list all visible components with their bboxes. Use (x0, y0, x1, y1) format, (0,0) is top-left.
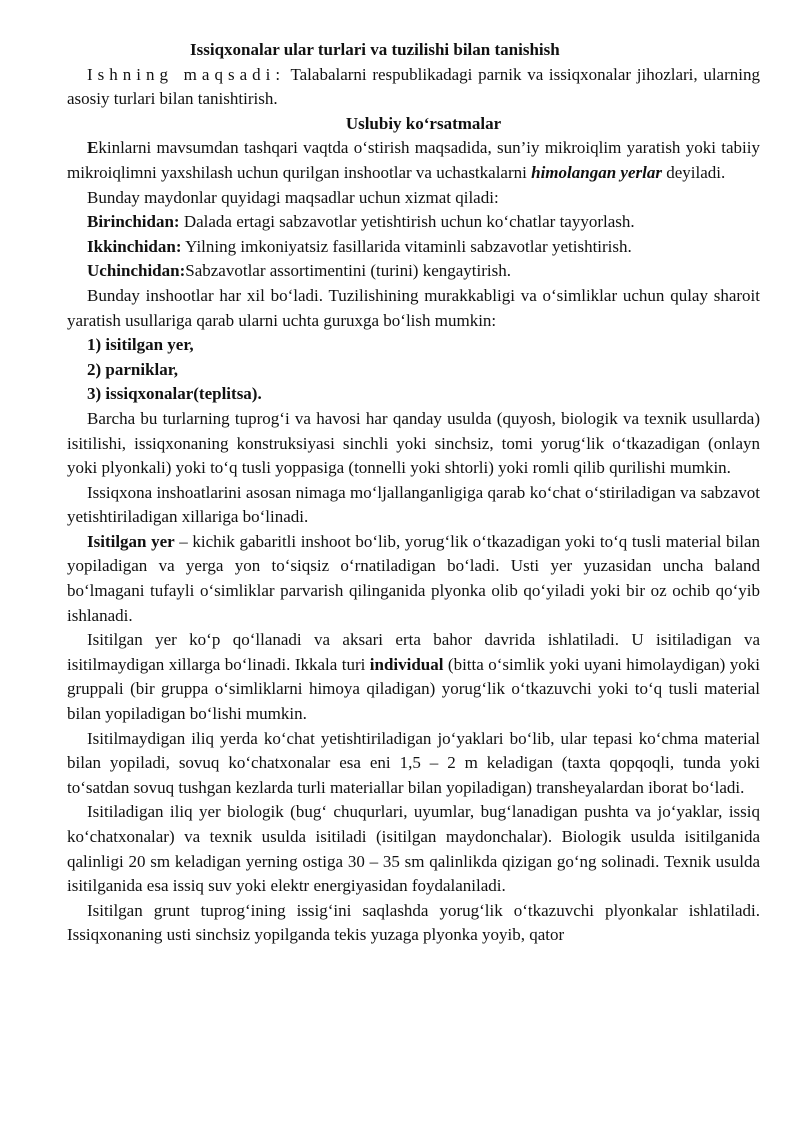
group-item-2: 2) parniklar, (87, 359, 179, 379)
film-paragraph: Isitilgan grunt tuprogʻining issigʻini saqlashda yorugʻlik oʻtkazuvchi plyonkalar ishlatiladi. Issiqxonaning usti sinchsiz yopilganda tekis yuzaga plyonka yoyib, qator (67, 900, 760, 945)
unheated-paragraph: Isitilmaydigan iliq yerda koʻchat yetishtiriladigan joʻyaklari boʻlib, ular tepasi koʻchma material bilan yopiladi, sovuq koʻchatxonalar esa eni 1,5 – 2 m keladigan (taxta qopqoqli, tunda yoki toʻsatdan sovuq tushgan kezlarda turli materiallar bilan yopiladigan) transheyalardan iborat boʻladi. (67, 728, 760, 797)
usage-text-b: (bitta oʻsimlik yoki uyani himolaydigan) yoki gruppali (bir gruppa oʻsimliklarni himoya qiladigan) yorugʻlik oʻtkazuvchi yoki toʻq tusli material bilan yopiladigan boʻlishi mumkin. (67, 654, 760, 724)
heated-ground-text: – kichik gabaritli inshoot boʻlib, yorugʻlik oʻtkazadigan yoki toʻq tusli material bilan yopiladigan va yerga yon toʻsiqsiz oʻrnatiladigan boʻladi. Usti yer yuzasidan uncha baland boʻlmagani tufayli oʻsimliklar parvarish qilinganida plyonka olib qoʻyiladi yoki bir oz ochib qoʻyib ishlanadi. (67, 531, 761, 625)
purpose-item-2 (67, 235, 760, 260)
purpose-item-text: Yilning imkoniyatsiz fasillarida vitaminli sabzavotlar yetishtirish. (181, 236, 632, 256)
document-title: Issiqxonalar ular turlari va tuzilishi bilan tanishish (190, 40, 560, 59)
purpose-item-label: Birinchidan: (87, 212, 180, 232)
purpose-item-label: Uchinchidan: (87, 261, 186, 281)
purpose-paragraph (67, 63, 760, 112)
purpose-item-label: Ikkinchidan: (87, 236, 182, 256)
groups-intro: Bunday inshootlar har xil boʻladi. Tuzilishining murakkabligi va oʻsimliklar uchun qulay sharoit yaratish usullariga qarab ularni uchta guruxga boʻlish mumkin: (67, 285, 760, 330)
intro-text-b: deyiladi. (661, 162, 726, 182)
purpose-item-1 (67, 210, 760, 235)
heated-ground-term: Isitilgan yer (87, 531, 175, 551)
heated-ground-paragraph (67, 530, 760, 628)
group-item-3: 3) issiqxonalar(teplitsa). (87, 384, 262, 404)
purpose-label: Ishning maqsadi: (87, 64, 286, 84)
purpose-item-3 (67, 259, 760, 284)
biological-paragraph: Isitiladigan iliq yer biologik (bugʻ chuqurlari, uyumlar, bugʻlanadigan pushta va joʻyaklar, issiq koʻchatxonalar) va texnik usulda isitiladi (isitilgan maydonchalar). Biologik usulda isitilganida qalinligi 20 sm keladigan yerning ostiga 30 – 35 sm qalinlikda qizigan goʻng solinadi. Texnik usulda isitilganida esa issiq suv yoki elektr energiyasidan foydalaniladi. (67, 802, 760, 896)
purpose-text: Talabalarni respublikadagi parnik va issiqxonalar jihozlari, ularning asosiy turlari bilan tanishtirish. (67, 64, 760, 109)
intro-text-a: kinlarni mavsumdan tashqari vaqtda oʻstirish maqsadida, sun’iy mikroiqlim yaratish yoki tabiiy mikroiqlimni yaxshilash uchun qurilgan inshootlar va uchastkalarni (67, 138, 760, 182)
group-item-1: 1) isitilgan yer, (87, 335, 194, 355)
usage-term: individual (369, 654, 444, 674)
intro-first-letter: E (87, 138, 99, 158)
section-subtitle: Uslubiy koʻrsatmalar (345, 113, 502, 133)
heating-paragraph: Barcha bu turlarning tuprogʻi va havosi har qanday usulda (quyosh, biologik va texnik usullarda) isitilishi, issiqxonaning konstruksiyasi sinchli yoki sinchsiz, tomi yorugʻlik oʻtkazadigan (onlayn yoki plyonkali) yoki toʻq tusli yoppasiga (tonnelli yoki shtorli) yoki romli qilib qurilishi mumkin. (67, 408, 760, 478)
intro-paragraph (67, 136, 760, 185)
division-paragraph: Issiqxona inshoatlarini asosan nimaga moʻljallanganligiga qarab koʻchat oʻstiriladigan va sabzavot yetishtiriladigan xillariga boʻlinadi. (67, 482, 760, 527)
purpose-item-text: Dalada ertagi sabzavotlar yetishtirish uchun koʻchatlar tayyorlash. (179, 212, 635, 232)
intro-term: himolangan yerlar (531, 162, 662, 182)
usage-text-a: Isitilgan yer koʻp qoʻllanadi va aksari erta bahor davrida ishlatiladi. U isitiladigan va isitilmaydigan xillarga boʻlinadi. Ikkala turi (67, 630, 760, 674)
purposes-intro: Bunday maydonlar quyidagi maqsadlar uchun xizmat qiladi: (87, 187, 499, 207)
usage-paragraph (67, 628, 760, 726)
purpose-item-text: Sabzavotlar assortimentini (turini) kengaytirish. (185, 261, 512, 281)
